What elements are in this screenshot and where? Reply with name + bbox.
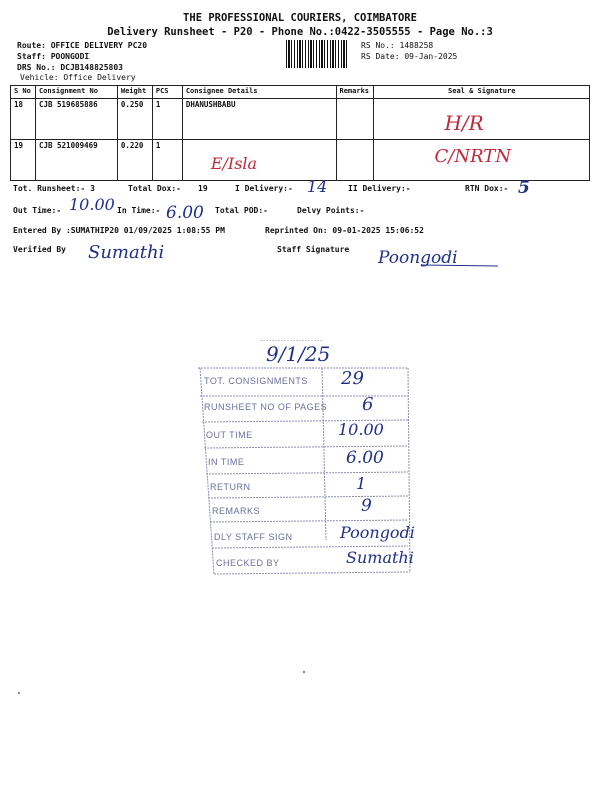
stamp-date: 9/1/25: [266, 342, 331, 366]
staff-signature-label: Staff Signature: [277, 245, 350, 254]
cell-consignment: CJB 521009469: [35, 140, 117, 181]
verified-by-signature: Sumathi: [88, 242, 165, 263]
stamp-label-out-time: OUT TIME: [206, 430, 253, 440]
out-time-value: 10.00: [69, 195, 115, 214]
cell-seal: [374, 99, 590, 140]
staff-text: Staff: POONGODI: [17, 52, 90, 61]
out-time-label: Out Time:-: [13, 206, 62, 215]
cell-sno: 18: [11, 99, 36, 140]
cell-consignee: [182, 140, 336, 181]
col-header: Remarks: [336, 86, 374, 99]
company-title: THE PROFESSIONAL COURIERS, COIMBATORE: [183, 12, 417, 24]
table-row: [11, 140, 590, 181]
table-row: [11, 99, 590, 140]
table-header-row: [11, 86, 590, 99]
cell-seal: [374, 140, 590, 181]
tot-runsheet: Tot. Runsheet:- 3: [13, 184, 95, 193]
stamp-label-consignments: TOT. CONSIGNMENTS: [204, 376, 308, 386]
cell-weight: 0.220: [117, 140, 152, 181]
stamp-value-in-time: 6.00: [346, 448, 384, 468]
stamp-value-staff-sign: Poongodi: [340, 523, 415, 542]
cell-consignment: CJB 519685886: [35, 99, 117, 140]
total-dox-value: 19: [198, 184, 208, 193]
cell-remarks: [336, 140, 374, 181]
stamp-label-checked-by: CHECKED BY: [216, 558, 280, 568]
barcode: [286, 40, 348, 68]
reprinted-on: Reprinted On: 09-01-2025 15:06:52: [265, 226, 424, 235]
runsheet-table: [10, 85, 590, 181]
stamp-label-staff-sign: DLY STAFF SIGN: [214, 532, 293, 542]
runsheet-subtitle: Delivery Runsheet - P20 - Phone No.:0422-3505555 - Page No.:3: [107, 26, 493, 38]
vehicle-text: Vehicle: Office Delivery: [20, 73, 136, 82]
ii-delivery-label: II Delivery:-: [348, 184, 411, 193]
stamp-value-return: 1: [356, 474, 367, 493]
consignee-handwriting: E/Isla: [210, 154, 258, 173]
stamp-value-out-time: 10.00: [338, 420, 384, 439]
scan-speck: [303, 671, 305, 673]
entered-by: Entered By :SUMATHIP20 01/09/2025 1:08:55 PM: [13, 226, 225, 235]
rs-date-text: RS Date: 09-Jan-2025: [361, 52, 458, 61]
stamp-value-pages: 6: [362, 394, 374, 415]
delvy-points-label: Delvy Points:-: [297, 206, 365, 215]
in-time-value: 6.00: [166, 203, 204, 223]
total-dox-label: Total Dox:-: [128, 184, 181, 193]
col-header: S No: [11, 86, 36, 99]
stamp-value-checked-by: Sumathi: [346, 548, 414, 567]
stamp-value-consignments: 29: [341, 368, 364, 389]
verified-by-label: Verified By: [13, 245, 66, 254]
staff-signature: Poongodi: [378, 248, 458, 268]
stamp-value-remarks: 9: [361, 496, 372, 516]
office-stamp: [196, 340, 415, 580]
seal-handwriting: H/R: [444, 111, 484, 135]
col-header: Weight: [117, 86, 152, 99]
col-header: Seal & Signature: [374, 86, 590, 99]
stamp-label-remarks: REMARKS: [212, 506, 261, 516]
cell-pcs: 1: [152, 99, 182, 140]
stamp-label-pages: RUNSHEET NO OF PAGES: [204, 402, 328, 412]
drs-text: DRS No.: DCJB148825803: [17, 63, 123, 72]
i-delivery-value: 14: [307, 177, 328, 196]
cell-consignee: DHANUSHBABU: [182, 99, 336, 140]
rtn-dox-label: RTN Dox:-: [465, 184, 509, 193]
col-header: Consignment No: [35, 86, 117, 99]
cell-pcs: 1: [152, 140, 182, 181]
col-header: PCS: [152, 86, 182, 99]
stamp-label-in-time: IN TIME: [208, 457, 245, 467]
i-delivery-label: I Delivery:-: [235, 184, 293, 193]
total-pod-label: Total POD:-: [215, 206, 268, 215]
cell-sno: 19: [11, 140, 36, 181]
scan-speck: [18, 692, 20, 694]
cell-weight: 0.250: [117, 99, 152, 140]
rtn-dox-value: 5: [518, 178, 530, 198]
rs-no-text: RS No.: 1488258: [361, 41, 434, 50]
route-text: Route: OFFICE DELIVERY PC20: [17, 41, 148, 50]
stamp-label-return: RETURN: [210, 482, 251, 492]
cell-remarks: [336, 99, 374, 140]
col-header: Consignee Details: [182, 86, 336, 99]
seal-handwriting: C/NRTN: [434, 146, 512, 167]
signature-underline: [420, 262, 500, 268]
in-time-label: In Time:-: [117, 206, 161, 215]
